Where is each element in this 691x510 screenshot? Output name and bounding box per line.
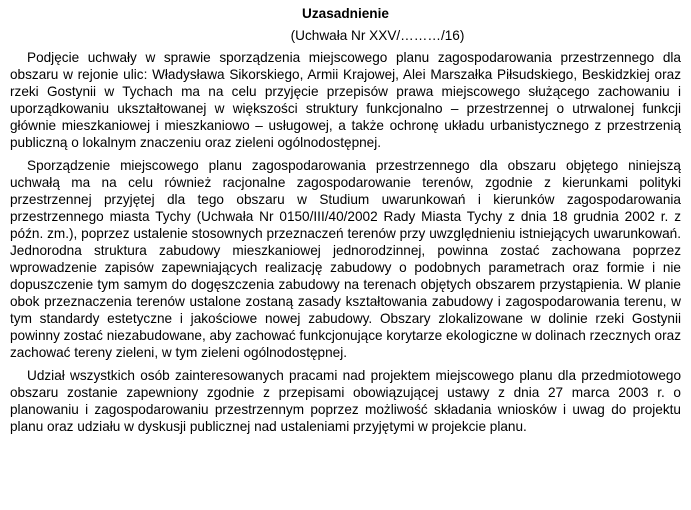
paragraph-1: Podjęcie uchwały w sprawie sporządzenia miejscowego planu zagospodarowania przestrzennego dla obszaru w rejonie ulic: Władysława Sikorskiego, Armii Krajowej, Alei Marszałka Piłsudskiego, Beskidzkiej oraz rzeki Gostynii w Tychach ma na celu przyjęcie przepisów prawa miejscowego służącego zachowaniu i uporządkowaniu ukształtowanej w większości struktury funkcjonalno – przestrzennej o utrwalonej funkcji głównie mieszkaniowej i mieszkaniowo – usługowej, a także ochronę układu urbanistycznego z przestrzenią publiczną o lokalnym znaczeniu oraz zieleni ogólnodostępnej. (10, 50, 681, 150)
document-title: Uzasadnienie (302, 6, 389, 21)
paragraph-2: Sporządzenie miejscowego planu zagospodarowania przestrzennego dla obszaru objętego niniejszą uchwałą ma na celu również racjonalne zagospodarowanie terenów, zgodnie z kierunkami polityki przestrzennej przyjętej dla tego obszaru w Studium uwarunkowań i kierunków zagospodarowania przestrzennego miasta Tychy (Uchwała Nr 0150/III/40/2002 Rady Miasta Tychy z dnia 18 grudnia 2002 r. z późn. zm.), poprzez ustalenie stosownych przeznaczeń terenów przy uwzględnieniu istniejących uwarunkowań. Jednorodna struktura zabudowy mieszkaniowej jednorodzinnej, powinna zostać zachowana poprzez wprowadzenie zapisów zapewniających realizację zabudowy o podobnych parametrach oraz formie i nie dopuszczenie tym samym do dogęszczenia zabudowy na terenach objętych obszarem przystąpienia. W planie obok przeznaczenia terenów ustalone zostaną zasady kształtowania zabudowy i zagospodarowania terenu, w tym standardy estetyczne i jakościowe nowej zabudowy. Obszary zlokalizowane w dolinie rzeki Gostynii powinny zostać niezabudowane, aby zachować funkcjonujące korytarze ekologiczne w dolinach rzecznych oraz zachować tereny zieleni, w tym zieleni ogólnodostępnej. (10, 158, 681, 360)
paragraph-3: Udział wszystkich osób zainteresowanych pracami nad projektem miejscowego planu dla przedmiotowego obszaru zostanie zapewniony zgodnie z przepisami obowiązującej ustawy z dnia 27 marca 2003 r. o planowaniu i zagospodarowaniu przestrzennym poprzez możliwość składania wniosków i uwag do projektu planu oraz udziału w dyskusji publicznej nad ustaleniami przyjętymi w projekcie planu. (10, 368, 681, 434)
document-subtitle: (Uchwała Nr XXV/………/16) (290, 28, 465, 43)
